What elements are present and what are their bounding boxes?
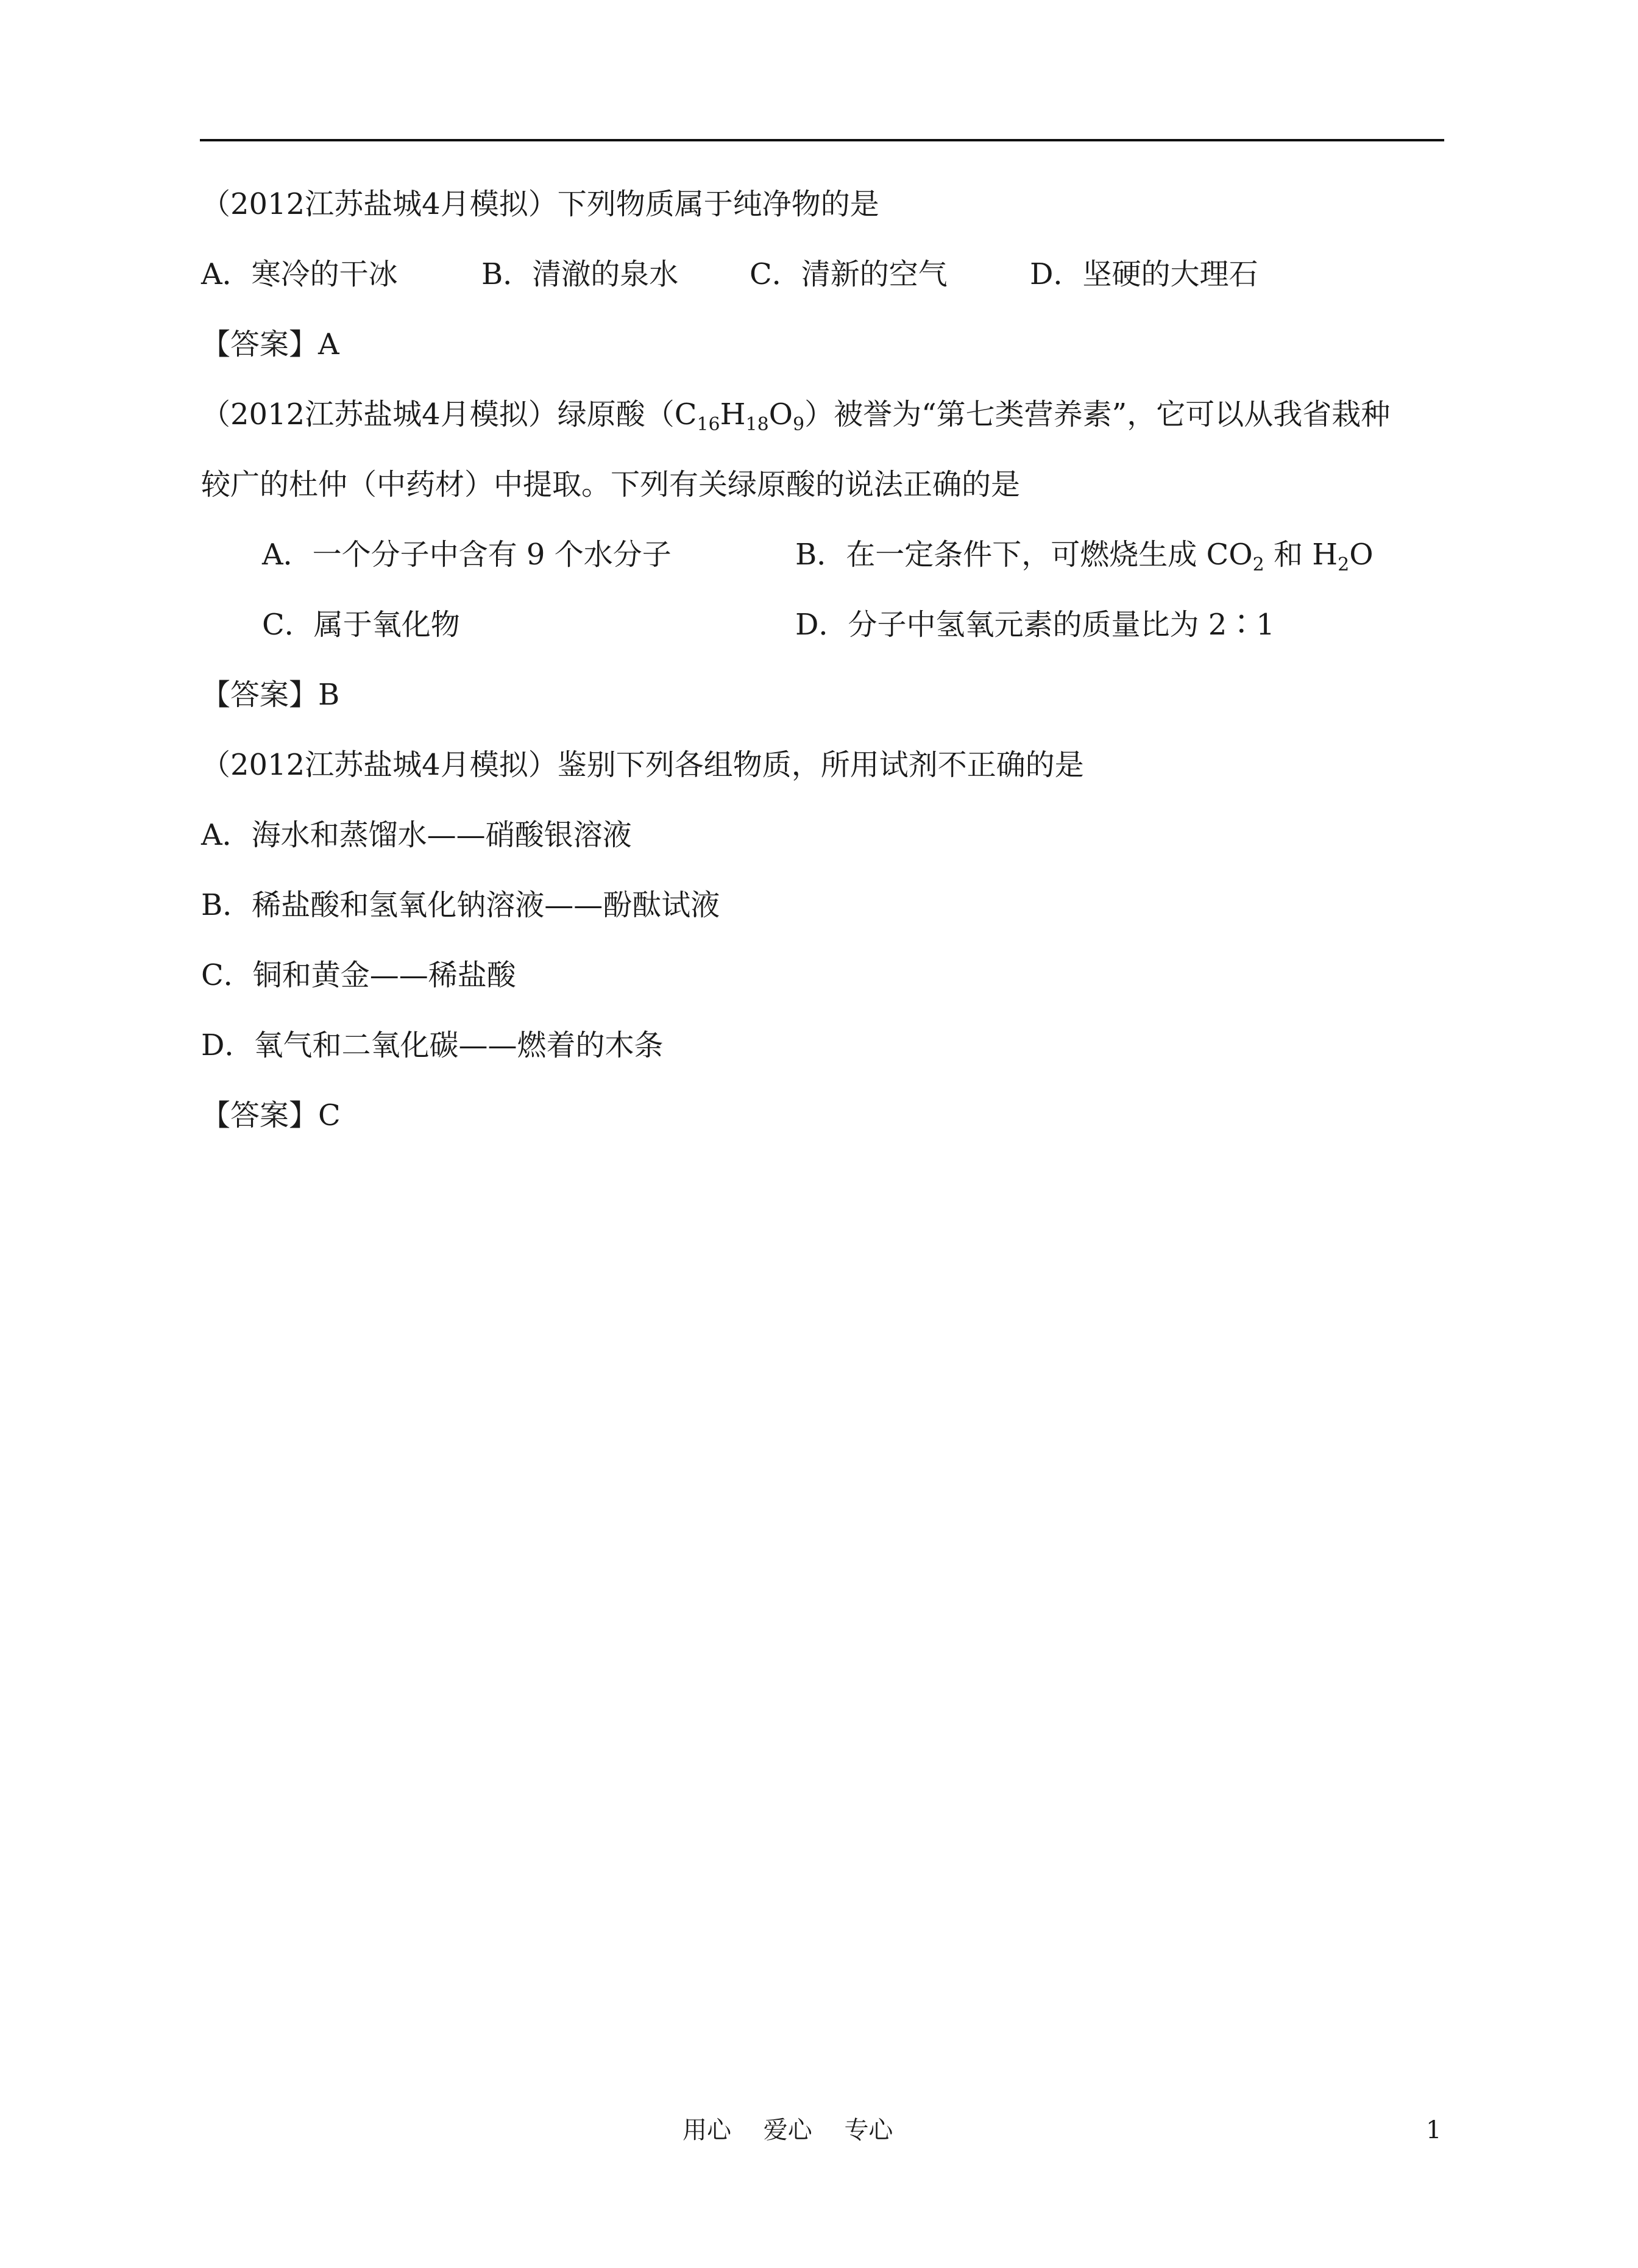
q2-option-b-o: O	[1349, 538, 1374, 572]
q3-option-c: C．铜和黄金——稀盐酸	[201, 958, 516, 992]
q2-option-a: A．一个分子中含有 9 个水分子	[262, 538, 672, 572]
q2-stem-part-d: ）被誉为“第七类营养素”，它可以从我省栽种	[804, 397, 1391, 432]
q2-stem-line1	[201, 396, 1390, 433]
q2-subscript-h: 18	[745, 414, 769, 435]
q2-answer: 【答案】B	[201, 678, 340, 712]
q3-option-d: D．氧气和二氧化碳——燃着的木条	[201, 1028, 664, 1062]
q2-subscript-c: 16	[697, 414, 720, 435]
q2-option-b-subscript-h2o: 2	[1338, 554, 1350, 575]
q2-subscript-o: 9	[793, 414, 805, 435]
footer-motto-3: 专心	[844, 2116, 893, 2144]
q2-stem-part-a: （2012江苏盐城4月模拟）绿原酸（C	[201, 397, 697, 432]
q1-option-d: D．坚硬的大理石	[1030, 257, 1258, 291]
q3-stem: （2012江苏盐城4月模拟）鉴别下列各组物质，所用试剂不正确的是	[201, 748, 1084, 782]
q2-option-c: C．属于氧化物	[262, 608, 460, 642]
q1-options	[201, 256, 1444, 293]
q2-stem-line2: 较广的杜仲（中药材）中提取。下列有关绿原酸的说法正确的是	[201, 467, 1021, 502]
q1-option-b: B．清澈的泉水	[481, 257, 679, 291]
footer-motto	[682, 2115, 893, 2145]
q3-option-b: B．稀盐酸和氢氧化钠溶液——酚酞试液	[201, 888, 720, 922]
q3-option-a: A．海水和蒸馏水——硝酸银溶液	[201, 818, 632, 852]
q2-option-d: D．分子中氢氧元素的质量比为 2∶1	[795, 608, 1275, 642]
q1-stem: （2012江苏盐城4月模拟）下列物质属于纯净物的是	[201, 187, 879, 221]
q2-stem-part-c: O	[768, 397, 793, 432]
q2-stem-part-b: H	[720, 397, 746, 432]
q3-answer: 【答案】C	[201, 1098, 341, 1132]
q2-option-b-text: B．在一定条件下，可燃烧生成 CO	[795, 538, 1253, 572]
page-number: 1	[1426, 2116, 1442, 2144]
q2-option-b-and: 和 H	[1264, 538, 1338, 572]
header-rule	[200, 139, 1444, 141]
q2-option-b	[795, 536, 1374, 573]
q1-answer: 【答案】A	[201, 327, 339, 361]
footer-motto-1: 用心	[682, 2116, 731, 2144]
q2-option-b-subscript-co2: 2	[1252, 554, 1264, 575]
footer-motto-2: 爱心	[763, 2116, 812, 2144]
q1-option-a: A．寒冷的干冰	[201, 257, 398, 291]
q1-option-c: C．清新的空气	[750, 257, 948, 291]
